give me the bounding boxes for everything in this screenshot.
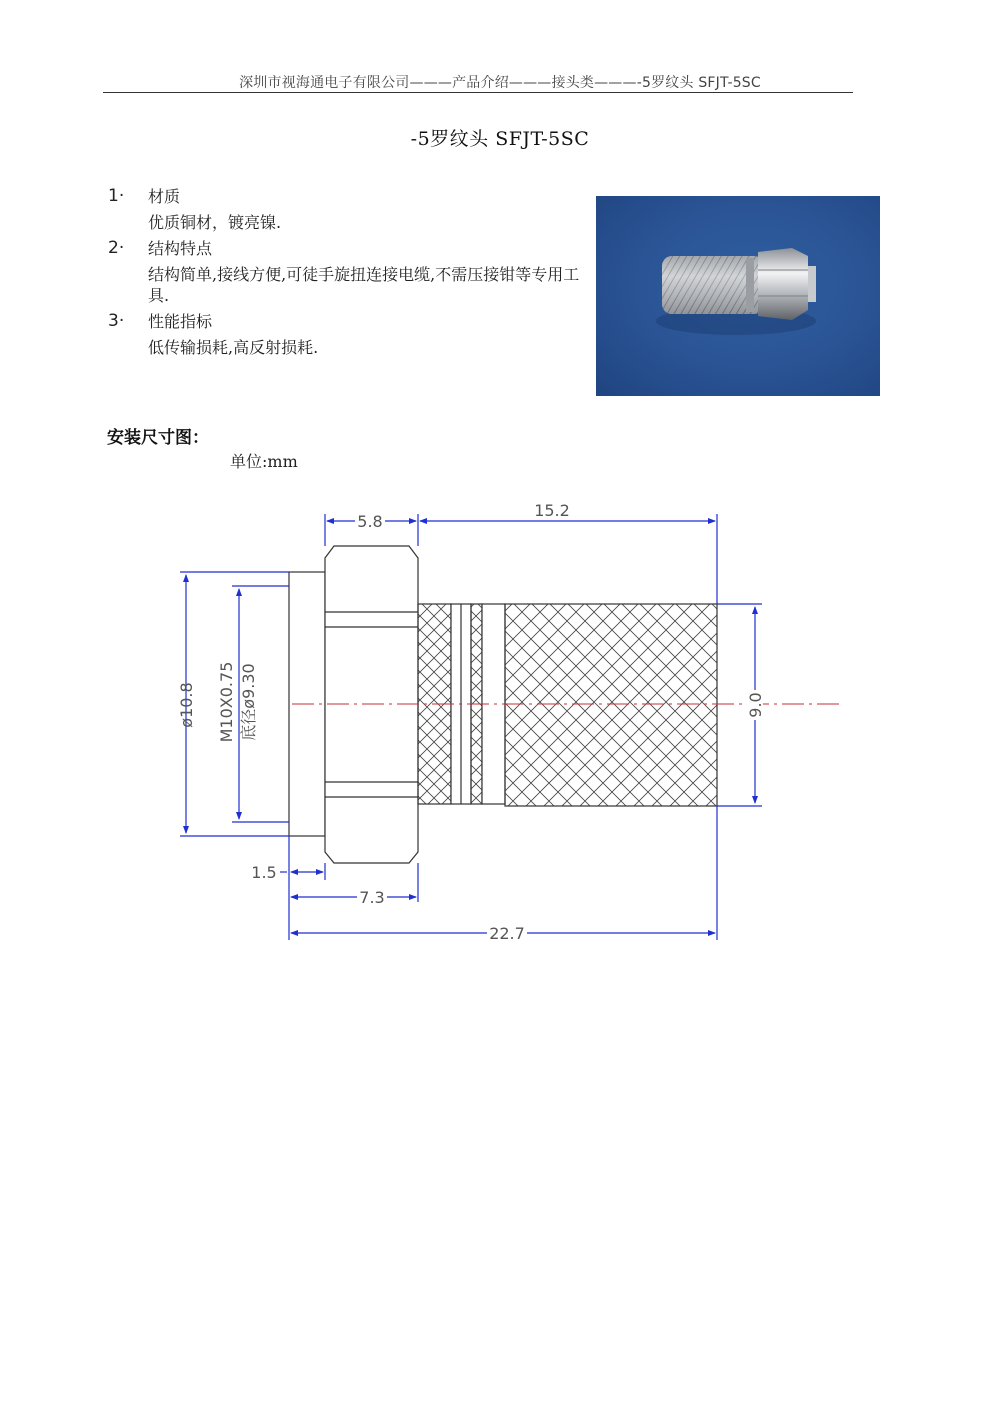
page-header: 深圳市视海通电子有限公司———产品介绍———接头类———-5罗纹头 SFJT-5SC xyxy=(239,75,761,91)
dim-label-5-8: 5.8 xyxy=(357,512,383,531)
spec-heading: 材质 xyxy=(148,187,181,206)
spec-number: 1· xyxy=(108,186,125,206)
spec-body: 优质铜材，镀亮镍. xyxy=(148,213,282,232)
dim-label-base-dia: 底径ø9.30 xyxy=(239,663,258,741)
dim-label-7-3: 7.3 xyxy=(359,888,385,907)
spec-body: 结构简单,接线方便,可徒手旋扭连接电缆,不需压接钳等专用工具. xyxy=(148,265,580,305)
install-diagram-title: 安装尺寸图： xyxy=(107,428,209,448)
spec-heading: 性能指标 xyxy=(148,312,213,331)
knurled-sleeve xyxy=(505,604,717,806)
document-title: -5罗纹头 SFJT-5SC xyxy=(410,128,590,150)
dim-label-22-7: 22.7 xyxy=(489,924,525,943)
dim-label-thread: M10X0.75 xyxy=(217,661,236,743)
dim-label-15-2: 15.2 xyxy=(534,501,570,520)
spec-number: 3· xyxy=(108,311,125,331)
dim-label-outer-dia: ø10.8 xyxy=(177,682,196,728)
unit-label: 单位:mm xyxy=(230,452,298,471)
spec-body: 低传输损耗,高反射损耗. xyxy=(148,338,319,357)
spec-number: 2· xyxy=(108,238,125,258)
dim-label-1-5: 1.5 xyxy=(251,863,277,882)
spec-heading: 结构特点 xyxy=(148,239,213,258)
dim-label-knurl-dia: 9.0 xyxy=(746,692,765,718)
